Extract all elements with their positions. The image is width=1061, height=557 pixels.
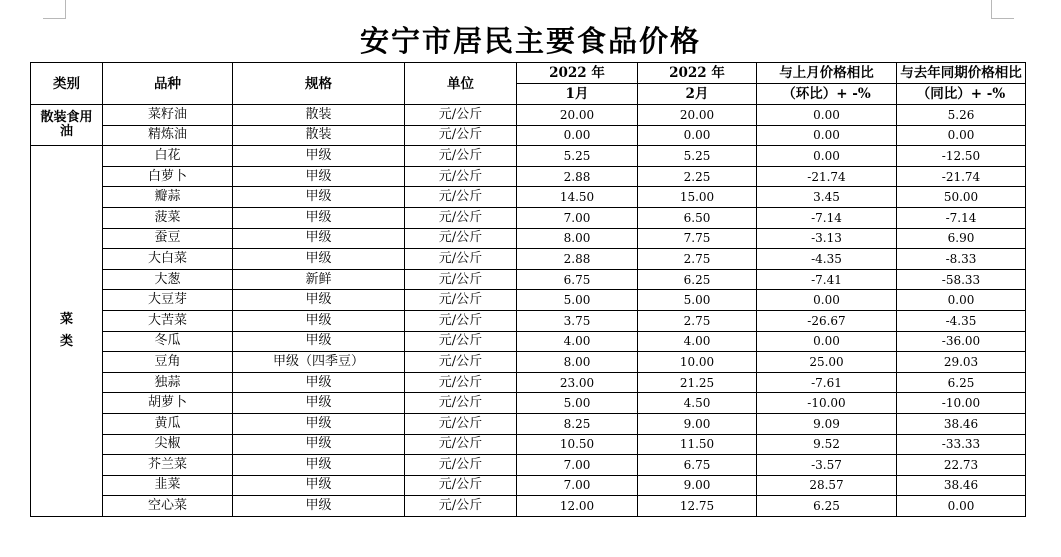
jan-price-cell: 4.00: [517, 331, 638, 352]
variety-cell: 豆角: [103, 352, 233, 373]
yoy-change-cell: 38.46: [897, 475, 1026, 496]
mom-change-cell: -21.74: [757, 166, 897, 187]
header-yoy-line2: （同比）+ -%: [897, 84, 1026, 105]
table-row: [31, 496, 1026, 517]
feb-price-cell: 2.25: [638, 166, 757, 187]
spec-cell: 新鲜: [233, 269, 405, 290]
unit-cell: 元/公斤: [405, 290, 517, 311]
table-row: [31, 207, 1026, 228]
yoy-change-cell: 0.00: [897, 290, 1026, 311]
table-body: [31, 105, 1026, 517]
spec-cell: 散装: [233, 105, 405, 126]
table-row: [31, 249, 1026, 270]
unit-cell: 元/公斤: [405, 187, 517, 208]
unit-cell: 元/公斤: [405, 310, 517, 331]
feb-price-cell: 9.00: [638, 413, 757, 434]
spec-cell: 甲级: [233, 290, 405, 311]
table-row: [31, 352, 1026, 373]
header-variety: 品种: [103, 63, 233, 105]
table-row: [31, 455, 1026, 476]
variety-cell: 尖椒: [103, 434, 233, 455]
jan-price-cell: 6.75: [517, 269, 638, 290]
mom-change-cell: 3.45: [757, 187, 897, 208]
header-category: 类别: [31, 63, 103, 105]
unit-cell: 元/公斤: [405, 393, 517, 414]
table-row: [31, 146, 1026, 167]
variety-cell: 白花: [103, 146, 233, 167]
header-spec: 规格: [233, 63, 405, 105]
variety-cell: 大苦菜: [103, 310, 233, 331]
feb-price-cell: 11.50: [638, 434, 757, 455]
jan-price-cell: 3.75: [517, 310, 638, 331]
table-row: [31, 269, 1026, 290]
header-mom-line2: （环比）+ -%: [757, 84, 897, 105]
feb-price-cell: 4.50: [638, 393, 757, 414]
feb-price-cell: 2.75: [638, 310, 757, 331]
mom-change-cell: 6.25: [757, 496, 897, 517]
feb-price-cell: 5.25: [638, 146, 757, 167]
unit-cell: 元/公斤: [405, 455, 517, 476]
header-yoy-line1: 与去年同期价格相比: [897, 63, 1026, 84]
spec-cell: 甲级: [233, 496, 405, 517]
spec-cell: 散装: [233, 125, 405, 146]
yoy-change-cell: 29.03: [897, 352, 1026, 373]
feb-price-cell: 10.00: [638, 352, 757, 373]
unit-cell: 元/公斤: [405, 125, 517, 146]
spec-cell: 甲级: [233, 146, 405, 167]
unit-cell: 元/公斤: [405, 269, 517, 290]
variety-cell: 白萝卜: [103, 166, 233, 187]
table-row: [31, 187, 1026, 208]
jan-price-cell: 20.00: [517, 105, 638, 126]
spec-cell: 甲级: [233, 187, 405, 208]
category-label-line1: 菜: [59, 312, 73, 328]
category-cell: [31, 105, 103, 146]
page-corner-mark-left: [43, 0, 66, 19]
feb-price-cell: 9.00: [638, 475, 757, 496]
spec-cell: 甲级: [233, 207, 405, 228]
jan-price-cell: 10.50: [517, 434, 638, 455]
spec-cell: 甲级（四季豆）: [233, 352, 405, 373]
variety-cell: 大葱: [103, 269, 233, 290]
yoy-change-cell: -7.14: [897, 207, 1026, 228]
feb-price-cell: 15.00: [638, 187, 757, 208]
variety-cell: 胡萝卜: [103, 393, 233, 414]
unit-cell: 元/公斤: [405, 105, 517, 126]
feb-price-cell: 20.00: [638, 105, 757, 126]
category-label-line2: 类: [59, 334, 73, 350]
mom-change-cell: 0.00: [757, 331, 897, 352]
variety-cell: 精炼油: [103, 125, 233, 146]
table-row: [31, 166, 1026, 187]
unit-cell: 元/公斤: [405, 352, 517, 373]
page-corner-mark-right: [991, 0, 1014, 19]
header-unit: 单位: [405, 63, 517, 105]
jan-price-cell: 2.88: [517, 166, 638, 187]
feb-price-cell: 2.75: [638, 249, 757, 270]
yoy-change-cell: -33.33: [897, 434, 1026, 455]
spec-cell: 甲级: [233, 166, 405, 187]
unit-cell: 元/公斤: [405, 372, 517, 393]
mom-change-cell: 9.52: [757, 434, 897, 455]
variety-cell: 蚕豆: [103, 228, 233, 249]
spec-cell: 甲级: [233, 455, 405, 476]
jan-price-cell: 8.00: [517, 228, 638, 249]
unit-cell: 元/公斤: [405, 434, 517, 455]
yoy-change-cell: -10.00: [897, 393, 1026, 414]
jan-price-cell: 23.00: [517, 372, 638, 393]
variety-cell: 黄瓜: [103, 413, 233, 434]
spec-cell: 甲级: [233, 434, 405, 455]
price-table: [30, 62, 1026, 517]
mom-change-cell: 28.57: [757, 475, 897, 496]
feb-price-cell: 5.00: [638, 290, 757, 311]
yoy-change-cell: 50.00: [897, 187, 1026, 208]
spec-cell: 甲级: [233, 331, 405, 352]
table-header-row: [31, 63, 1026, 84]
mom-change-cell: -7.41: [757, 269, 897, 290]
feb-price-cell: 7.75: [638, 228, 757, 249]
spec-cell: 甲级: [233, 475, 405, 496]
mom-change-cell: -7.61: [757, 372, 897, 393]
category-cell: [31, 146, 103, 517]
yoy-change-cell: 5.26: [897, 105, 1026, 126]
mom-change-cell: -3.13: [757, 228, 897, 249]
mom-change-cell: -26.67: [757, 310, 897, 331]
jan-price-cell: 7.00: [517, 455, 638, 476]
jan-price-cell: 0.00: [517, 125, 638, 146]
table-row: [31, 125, 1026, 146]
jan-price-cell: 8.25: [517, 413, 638, 434]
yoy-change-cell: -21.74: [897, 166, 1026, 187]
variety-cell: 韭菜: [103, 475, 233, 496]
unit-cell: 元/公斤: [405, 146, 517, 167]
feb-price-cell: 6.25: [638, 269, 757, 290]
spec-cell: 甲级: [233, 372, 405, 393]
yoy-change-cell: 0.00: [897, 496, 1026, 517]
header-jan-month: 1月: [517, 84, 638, 105]
yoy-change-cell: 22.73: [897, 455, 1026, 476]
jan-price-cell: 2.88: [517, 249, 638, 270]
unit-cell: 元/公斤: [405, 228, 517, 249]
mom-change-cell: 0.00: [757, 146, 897, 167]
spec-cell: 甲级: [233, 249, 405, 270]
mom-change-cell: -4.35: [757, 249, 897, 270]
variety-cell: 菠菜: [103, 207, 233, 228]
table-row: [31, 372, 1026, 393]
variety-cell: 空心菜: [103, 496, 233, 517]
table-row: [31, 434, 1026, 455]
feb-price-cell: 6.50: [638, 207, 757, 228]
variety-cell: 大豆芽: [103, 290, 233, 311]
mom-change-cell: 0.00: [757, 105, 897, 126]
variety-cell: 芥兰菜: [103, 455, 233, 476]
variety-cell: 瓣蒜: [103, 187, 233, 208]
jan-price-cell: 5.00: [517, 290, 638, 311]
yoy-change-cell: -8.33: [897, 249, 1026, 270]
yoy-change-cell: -12.50: [897, 146, 1026, 167]
yoy-change-cell: 6.90: [897, 228, 1026, 249]
table-row: [31, 331, 1026, 352]
feb-price-cell: 6.75: [638, 455, 757, 476]
variety-cell: 冬瓜: [103, 331, 233, 352]
yoy-change-cell: 6.25: [897, 372, 1026, 393]
table-row: [31, 290, 1026, 311]
table-row: [31, 310, 1026, 331]
yoy-change-cell: -4.35: [897, 310, 1026, 331]
unit-cell: 元/公斤: [405, 496, 517, 517]
feb-price-cell: 4.00: [638, 331, 757, 352]
mom-change-cell: 0.00: [757, 125, 897, 146]
feb-price-cell: 0.00: [638, 125, 757, 146]
table-row: [31, 393, 1026, 414]
spec-cell: 甲级: [233, 310, 405, 331]
jan-price-cell: 5.00: [517, 393, 638, 414]
feb-price-cell: 12.75: [638, 496, 757, 517]
variety-cell: 菜籽油: [103, 105, 233, 126]
mom-change-cell: -10.00: [757, 393, 897, 414]
variety-cell: 独蒜: [103, 372, 233, 393]
mom-change-cell: -3.57: [757, 455, 897, 476]
yoy-change-cell: -58.33: [897, 269, 1026, 290]
feb-price-cell: 21.25: [638, 372, 757, 393]
unit-cell: 元/公斤: [405, 166, 517, 187]
table-row: [31, 475, 1026, 496]
spec-cell: 甲级: [233, 228, 405, 249]
jan-price-cell: 14.50: [517, 187, 638, 208]
mom-change-cell: 25.00: [757, 352, 897, 373]
jan-price-cell: 5.25: [517, 146, 638, 167]
mom-change-cell: 9.09: [757, 413, 897, 434]
unit-cell: 元/公斤: [405, 207, 517, 228]
yoy-change-cell: -36.00: [897, 331, 1026, 352]
table-row: [31, 105, 1026, 126]
jan-price-cell: 7.00: [517, 475, 638, 496]
variety-cell: 大白菜: [103, 249, 233, 270]
spec-cell: 甲级: [233, 393, 405, 414]
yoy-change-cell: 38.46: [897, 413, 1026, 434]
header-mom-line1: 与上月价格相比: [757, 63, 897, 84]
header-feb-year: 2022 年: [638, 63, 757, 84]
category-label-line2: 油: [59, 124, 73, 140]
jan-price-cell: 8.00: [517, 352, 638, 373]
unit-cell: 元/公斤: [405, 413, 517, 434]
jan-price-cell: 12.00: [517, 496, 638, 517]
unit-cell: 元/公斤: [405, 331, 517, 352]
header-feb-month: 2月: [638, 84, 757, 105]
table-row: [31, 228, 1026, 249]
unit-cell: 元/公斤: [405, 475, 517, 496]
header-jan-year: 2022 年: [517, 63, 638, 84]
page-title: 安宁市居民主要食品价格: [359, 24, 701, 58]
table-row: [31, 413, 1026, 434]
category-label-line1: 散装食用: [40, 110, 93, 126]
jan-price-cell: 7.00: [517, 207, 638, 228]
spec-cell: 甲级: [233, 413, 405, 434]
mom-change-cell: -7.14: [757, 207, 897, 228]
unit-cell: 元/公斤: [405, 249, 517, 270]
mom-change-cell: 0.00: [757, 290, 897, 311]
yoy-change-cell: 0.00: [897, 125, 1026, 146]
